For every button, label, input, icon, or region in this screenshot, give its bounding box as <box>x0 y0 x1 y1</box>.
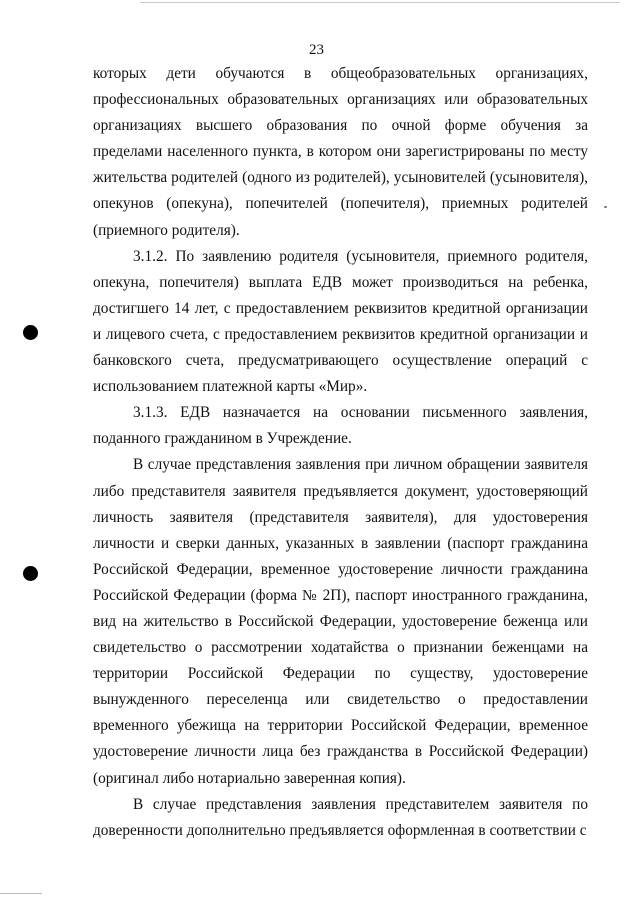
page-number: 23 <box>309 42 324 58</box>
document-body <box>93 61 588 844</box>
punch-hole-icon <box>23 566 38 581</box>
scan-speck <box>604 206 607 208</box>
scan-edge-top <box>140 2 620 3</box>
paragraph-1: которых дети обучаются в общеобразовательных организациях, профессиональных образовательных организациях или образовательных организациях высшего образования по очной форме обучения за пределами населенного пункта, в котором они зарегистрированы по месту жительства родителей (одного из родителей), усыновителей (усыновителя), опекунов (опекуна), попечителей (попечителя), приемных родителей (приемного родителя). <box>93 65 588 239</box>
punch-hole-icon <box>23 325 38 340</box>
paragraph-personal-appeal: В случае представления заявления при личном обращении заявителя либо представителя заявителя предъявляется документ, удостоверяющий личность заявителя (представителя заявителя), для удостоверения личности и сверки данных, указанных в заявлении (паспорт гражданина Российской Федерации, временное удостоверение личности гражданина Российской Федерации (форма № 2П), паспорт иностранного гражданина, вид на жительство в Российской Федерации, удостоверение беженца или свидетельство о рассмотрении ходатайства о признании беженцами на территории Российской Федерации по существу, удостоверение вынужденного переселенца или свидетельство о предоставлении временного убежища на территории Российской Федерации, временное удостоверение личности лица без гражданства в Российской Федерации) (оригинал либо нотариально заверенная копия). <box>93 456 588 787</box>
paragraph-representative: В случае представления заявления представителем заявителя по доверенности дополнительно предъявляется оформленная в соответствии с <box>93 795 588 839</box>
scan-edge-bottom <box>0 893 42 894</box>
paragraph-3-1-2: 3.1.2. По заявлению родителя (усыновителя, приемного родителя, опекуна, попечителя) выплата ЕДВ может производиться на ребенка, достигшего 14 лет, с предоставлением реквизитов кредитной организации и лицевого счета, с предоставлением реквизитов кредитной организации и банковского счета, предусматривающего осуществление операций с использованием платежной карты «Мир». <box>93 247 588 396</box>
paragraph-3-1-3: 3.1.3. ЕДВ назначается на основании письменного заявления, поданного гражданином в Учреждение. <box>93 404 588 448</box>
